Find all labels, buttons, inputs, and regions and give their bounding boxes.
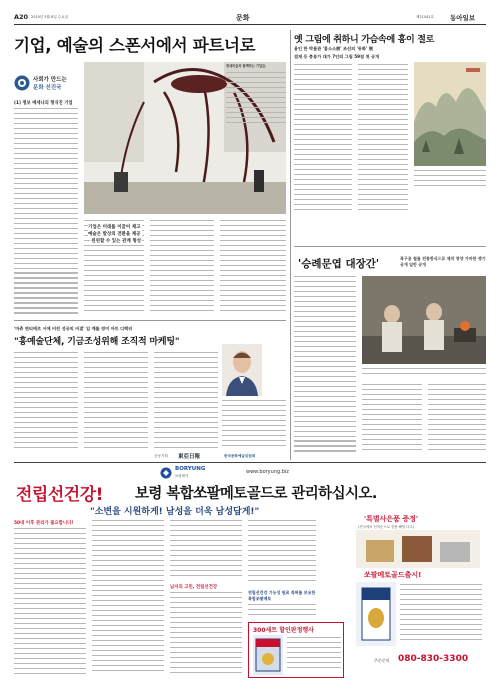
ad-order-label: 주문문의 [374, 658, 390, 663]
article2-deck: 겸재 등 종류가 대가 7인의 그림 59점 첫 공개 [294, 54, 380, 59]
masthead-rule [14, 24, 486, 25]
article3-deck: 복구용 철물 전통방식으로 제작 창양 가마한 쟁기 공개 일반 공개 [400, 256, 486, 267]
sponsor-label: 공동기획 [154, 454, 168, 458]
masthead [14, 13, 486, 22]
edition-number: 제21541호 [416, 15, 434, 19]
article1-body-col1 [14, 108, 78, 316]
series-logo [14, 72, 78, 96]
article2-subhead: 용인 한 박물관 '봄소소展' 조선의 '동화' 展 [294, 46, 373, 51]
article2-body-col1 [294, 64, 352, 214]
article1-pull-quote: 기업은 미래를 이끌어 제고 예술은 발상의 전환을 제공 · 윈윈할 수 있는 관계 형성 [88, 225, 142, 244]
interview-kicker: '마츄 면티에르 시에 비전 성공의 비결' 입 계롤 영미 아트 디렉터 [14, 326, 133, 331]
ad-slogan: "소변을 시원하게! 남성을 더욱 남성답게!" [90, 507, 260, 517]
article2-kicker: 옛 그림에 취하니 가슴속에 홍이 절로 [294, 35, 435, 45]
article2-painting [414, 62, 486, 166]
ad-gift-image [356, 530, 480, 568]
ad-col3b-body [248, 604, 316, 620]
series-subtitle: 문화 선진국 [33, 85, 62, 91]
ad-promo-sub: (전국에서 선착순으로 상용 해당 다수) [358, 525, 415, 529]
ad-col2c-body [170, 592, 242, 678]
article1-bottom-rule [14, 320, 286, 321]
column-divider [290, 30, 291, 460]
ad-col1-title: 50대 이후 관리가 필요합니다! [14, 521, 74, 526]
product-box-icon [253, 635, 283, 675]
article1-body-col3 [150, 220, 214, 316]
article2-painting-caption [414, 170, 486, 190]
article2-bottom-rule [294, 246, 486, 247]
issue-date: 2010년 5월 8일 수요일 [31, 15, 68, 19]
interview-body-col4 [222, 400, 286, 452]
ad-phone-number[interactable]: 080-830-3300 [398, 654, 469, 664]
article3-body-col1 [294, 276, 356, 456]
ad-price-box [248, 622, 344, 678]
ad-product-box [253, 635, 283, 675]
paper-name: 동아일보 [450, 14, 476, 22]
ad-col2-title: 남자의 고민, 전립선건강 [170, 585, 218, 590]
ad-promo-panel [350, 512, 486, 678]
article1-headline: 기업, 예술의 스폰서에서 파트너로 [14, 36, 256, 55]
interview-body-col3 [154, 352, 218, 452]
article3-photo-caption [362, 368, 486, 380]
ad-product-label: 쏘팔메토골드출시! [364, 571, 422, 579]
ad-brand-sub: 보령제약 [175, 474, 189, 478]
ad-top-rule [14, 462, 486, 463]
ad-main-right: 보령 복합쏘팔메토골드로 관리하십시오. [135, 486, 377, 502]
article3-title: '승례문엽 대장간' [298, 258, 380, 270]
article1-body-col4 [220, 220, 286, 316]
series-emblem-icon [14, 75, 30, 91]
article1-subhead: (1) 명보 메세나의 형식진 기업 [14, 101, 73, 106]
article2-body-col2 [358, 64, 408, 214]
article3-body-col2 [362, 384, 422, 456]
ad-col2b-body [170, 520, 242, 580]
caption-lead: 현대미술과 함께하는 기업들. [226, 64, 267, 68]
ad-price-label: 300세트 할인판정행사 [253, 627, 314, 634]
ad-brand [160, 466, 240, 480]
interview-portrait [222, 344, 262, 396]
ad-product-image [356, 582, 396, 646]
ad-col3-title: 전립선건강 기능성 원료 특허를 보유한 복합쏘팔메토 [248, 590, 316, 601]
section-name: 문화 [236, 13, 250, 22]
interview-body-col2 [84, 352, 148, 452]
ad-col1-body [14, 528, 86, 678]
interview-headline: "흥예술단체, 기금조성위해 조직적 마케팅" [14, 337, 180, 347]
ad-url[interactable]: www.boryung.biz [246, 469, 289, 475]
sponsor-paper: 東亞日報 [178, 454, 201, 460]
ad-col3-body [248, 520, 316, 588]
ad-benefit-list [400, 584, 482, 646]
article1-caption-lines [226, 72, 286, 128]
sponsor-partner: 한국문화예술위원회 [224, 454, 256, 458]
ad-price-lines [287, 637, 341, 675]
ad-promo-title: '특별사은품 증정' [364, 515, 419, 523]
ad-main-left: 전립선건강! [16, 485, 103, 505]
article3-body-col3 [428, 384, 486, 456]
article3-photo [362, 276, 486, 364]
page-number: A20 [14, 13, 29, 21]
series-title: 사회가 만드는 [33, 77, 67, 83]
interview-body-col1 [14, 352, 78, 452]
ad-col2-body [92, 520, 164, 678]
ad-brand-name: BORYUNG [175, 466, 206, 472]
boryung-logo-icon [160, 467, 172, 479]
sponsor-bar [154, 452, 286, 461]
